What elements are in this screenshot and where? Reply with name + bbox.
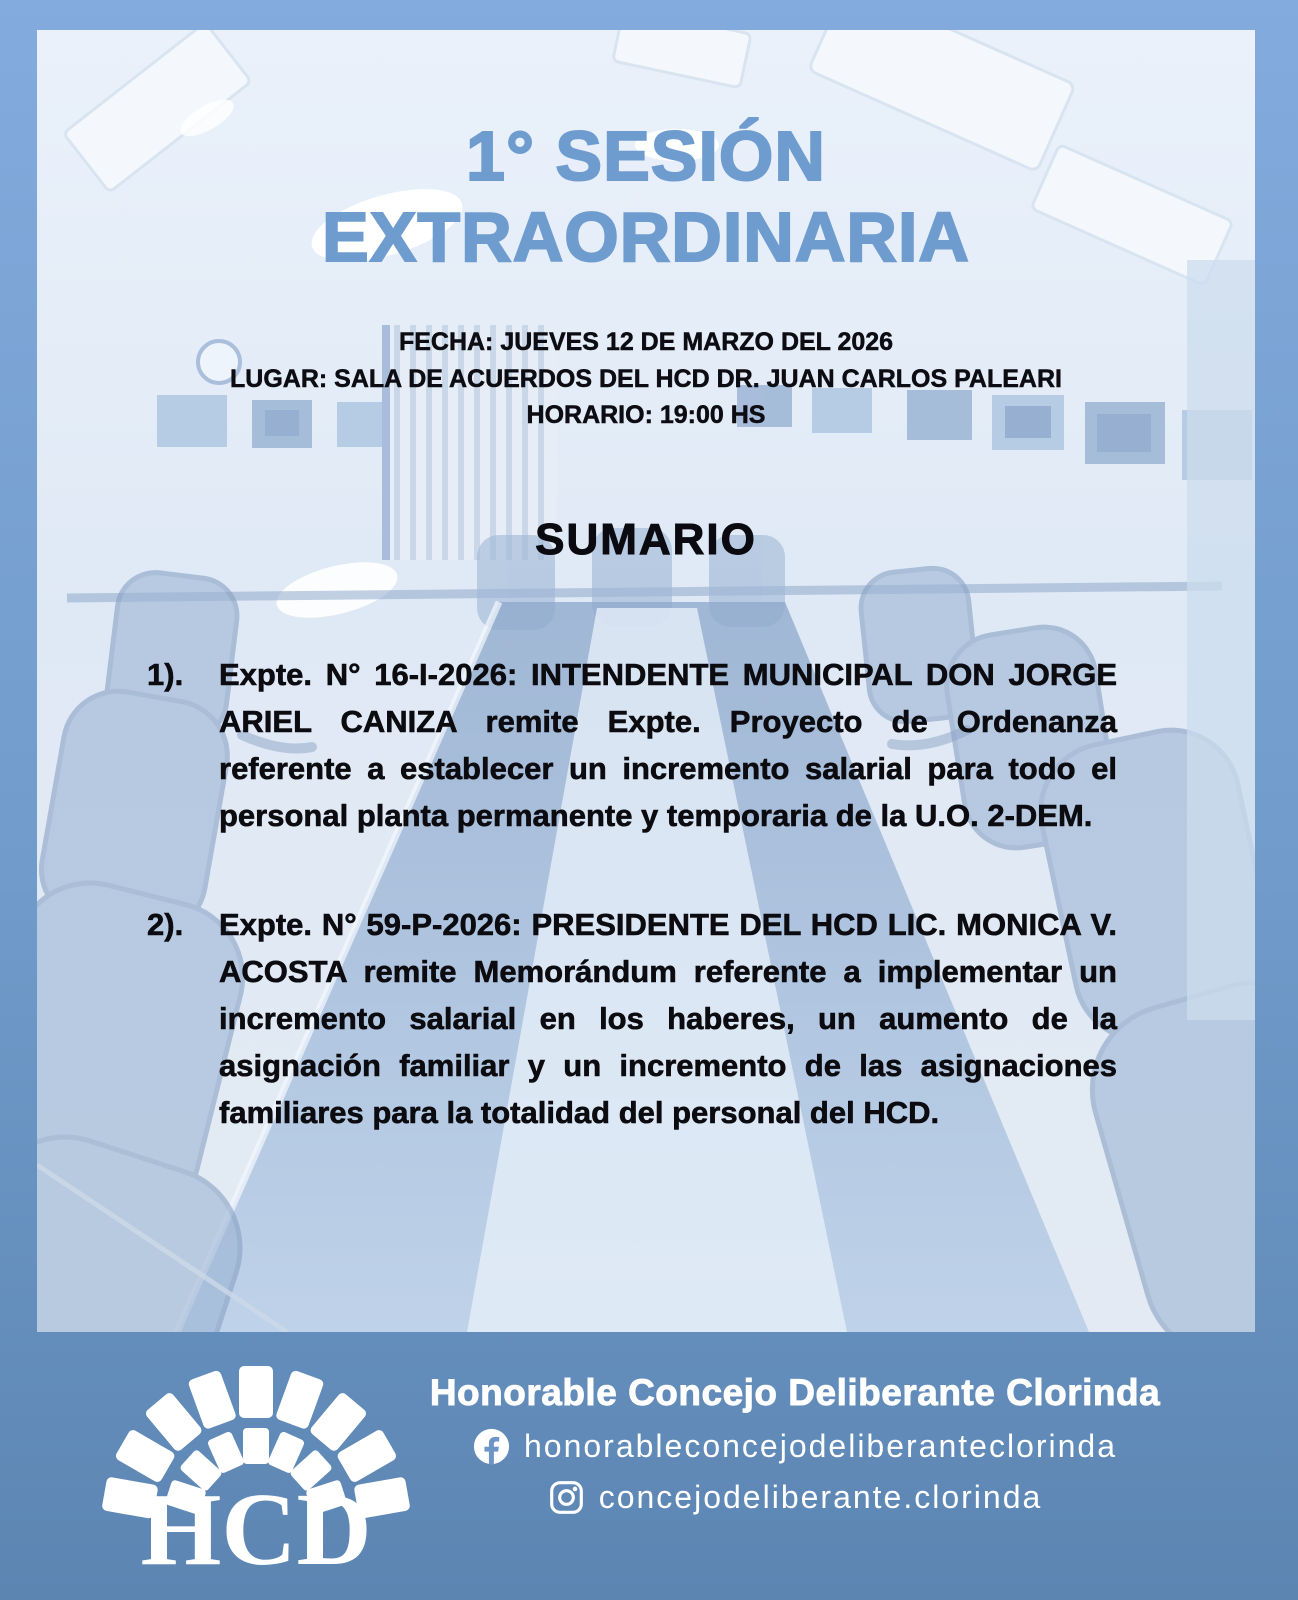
poster-panel <box>37 30 1255 1332</box>
info-lugar: LUGAR: SALA DE ACUERDOS DEL HCD DR. JUAN CARLOS PALEARI <box>230 364 1062 393</box>
agenda-item-2 <box>147 901 1117 1136</box>
info-fecha: FECHA: JUEVES 12 DE MARZO DEL 2026 <box>398 328 894 357</box>
facebook-icon <box>473 1428 510 1465</box>
footer-text-block <box>365 1372 1225 1516</box>
summary-heading: SUMARIO <box>535 515 757 565</box>
facebook-handle-row <box>365 1428 1225 1465</box>
agenda-items <box>37 651 1255 1136</box>
item-number: 2). <box>147 907 184 943</box>
info-horario: HORARIO: 19:00 HS <box>526 400 766 429</box>
instagram-handle: concejodeliberante.clorinda <box>598 1479 1043 1515</box>
session-title <box>37 30 1255 278</box>
item-number: 1). <box>147 657 184 693</box>
org-name: Honorable Concejo Deliberante Clorinda <box>429 1372 1161 1413</box>
session-info <box>37 324 1255 433</box>
hcd-logo-text: HCD <box>140 1472 372 1576</box>
title-line-2: EXTRAORDINARIA <box>322 198 970 277</box>
item-text: Expte. N° 16-I-2026: INTENDENTE MUNICIPAL DON JORGE ARIEL CANIZA remite Expte. Proyecto de Ordenanza referente a establecer un incremento salarial para todo el personal planta permanente y temporaria de la U.O. 2-DEM. <box>219 657 1117 834</box>
instagram-handle-row <box>365 1479 1225 1516</box>
agenda-item-1 <box>147 651 1117 839</box>
item-text: Expte. N° 59-P-2026: PRESIDENTE DEL HCD LIC. MONICA V. ACOSTA remite Memorándum referente a implementar un incremento salarial en los haberes, un aumento de la asignación familiar y un incremento de las asignaciones familiares para la totalidad del personal del HCD. <box>219 907 1117 1131</box>
facebook-handle: honorableconcejodeliberanteclorinda <box>523 1428 1118 1464</box>
title-line-1: 1° SESIÓN <box>466 117 826 195</box>
instagram-icon <box>548 1479 585 1516</box>
footer <box>0 1332 1298 1600</box>
